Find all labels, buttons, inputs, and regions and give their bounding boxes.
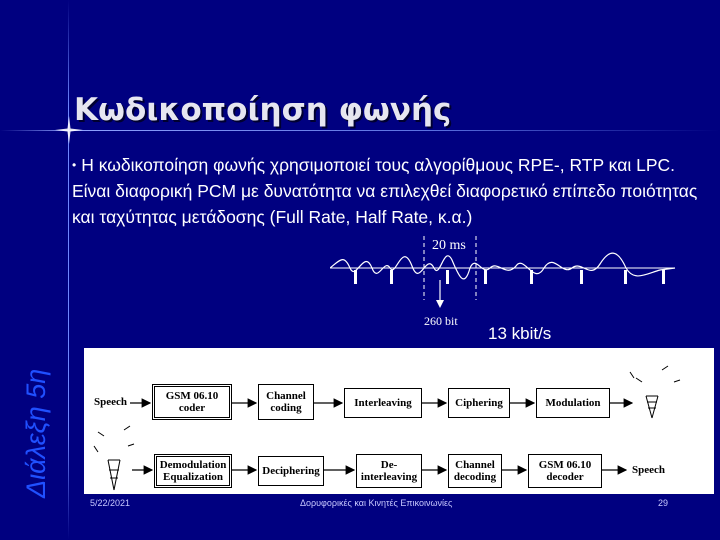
gsm-coder-block <box>152 384 232 420</box>
transmit-antenna-icon <box>630 366 680 418</box>
bit-rate-label: 13 kbit/s <box>488 324 552 343</box>
gsm-decoder-line1: GSM 06.10 <box>538 459 592 471</box>
lecture-label: Διάλεξη 5η <box>21 368 51 498</box>
gsm-decoder-line2: decoder <box>546 471 584 483</box>
deinterleaving-block <box>356 454 422 488</box>
channel-coding-line1: Channel <box>266 390 306 402</box>
channel-coding-block <box>258 384 314 420</box>
gsm-coder-line2: coder <box>178 402 206 414</box>
gsm-block-diagram <box>84 348 714 494</box>
demodulation-line1: Demodulation <box>159 459 227 471</box>
down-arrow-head <box>436 300 444 308</box>
sample-marker <box>390 270 393 284</box>
sample-marker <box>580 270 583 284</box>
deciphering-block: Deciphering <box>258 456 324 486</box>
footer-course: Δορυφορικές και Κινητές Επικοινωνίες <box>300 498 453 508</box>
bullet-icon: • <box>72 158 77 172</box>
body-text: Η κωδικοποίηση φωνής χρησιμοποιεί τους αλγορίθμους RPE-, RTP και LPC. Είναι διαφορική PCM με δυνατότητα να επιλεχθεί διαφορετικό επίπεδο ποιότητας και ταχύτητας μετάδοσης (Full Rate, Half Rate, κ.α.) <box>72 155 698 227</box>
decor-vertical-line <box>68 0 69 540</box>
interleaving-block: Interleaving <box>344 388 422 418</box>
slide-title: Κωδικοποίηση φωνής <box>74 92 452 128</box>
speech-waveform <box>330 253 675 279</box>
sample-marker <box>484 270 487 284</box>
speech-frame-figure <box>330 230 690 330</box>
speech-output-label: Speech <box>632 464 665 476</box>
slide-body <box>72 152 718 230</box>
deinterleaving-line1: De- <box>380 459 398 471</box>
frame-bits-label: 260 bit <box>424 314 458 328</box>
sample-marker <box>354 270 357 284</box>
decor-horizontal-line <box>0 130 720 131</box>
sample-marker <box>662 270 665 284</box>
speech-input-label: Speech <box>94 396 127 408</box>
demodulation-line2: Equalization <box>163 471 223 483</box>
frame-duration-label: 20 ms <box>432 238 466 253</box>
demodulation-block <box>154 454 232 488</box>
sample-marker <box>446 270 449 284</box>
footer-page-number: 29 <box>658 498 669 508</box>
footer-date: 5/22/2021 <box>90 498 131 508</box>
gsm-decoder-block <box>528 454 602 488</box>
channel-decoding-line2: decoding <box>453 471 497 483</box>
sample-marker <box>624 270 627 284</box>
gsm-coder-line1: GSM 06.10 <box>165 390 219 402</box>
channel-decoding-block <box>448 454 502 488</box>
channel-coding-line2: coding <box>270 402 302 414</box>
ciphering-block: Ciphering <box>448 388 510 418</box>
receive-antenna-icon <box>94 426 134 490</box>
modulation-block: Modulation <box>536 388 610 418</box>
channel-decoding-line1: Channel <box>455 459 495 471</box>
deinterleaving-line2: interleaving <box>360 471 418 483</box>
sample-marker <box>530 270 533 284</box>
